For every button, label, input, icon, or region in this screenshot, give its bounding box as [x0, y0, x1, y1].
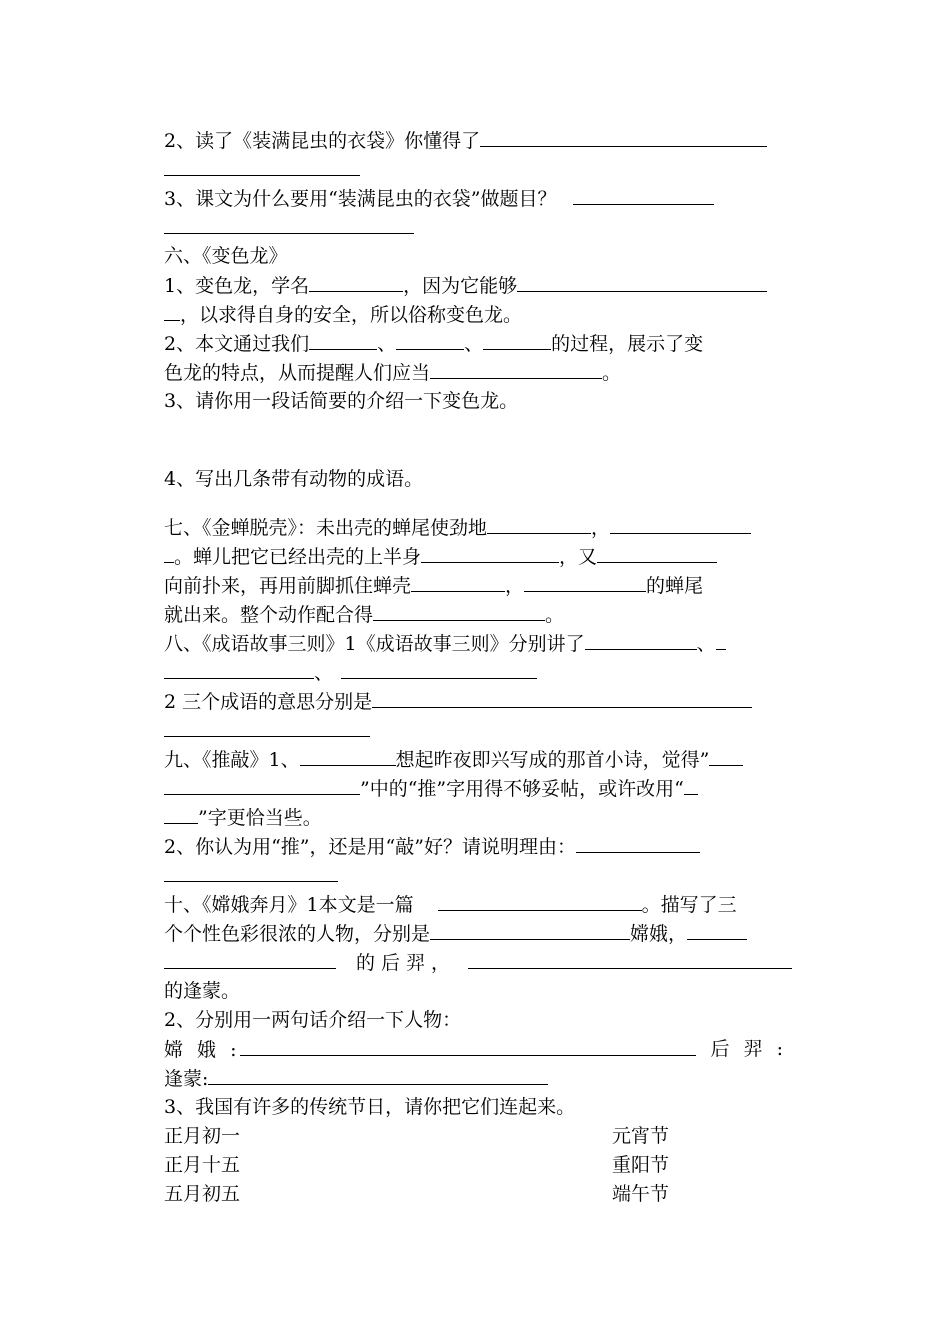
- s10-characters: [164, 1035, 787, 1064]
- answer-blank[interactable]: [373, 600, 545, 621]
- separator: 、: [696, 633, 716, 655]
- answer-blank[interactable]: [309, 329, 377, 350]
- answer-blank[interactable]: [524, 571, 646, 592]
- s6-q1: [164, 271, 787, 300]
- s8-q2-text: 2 三个成语的意思分别是: [164, 691, 373, 713]
- answer-blank[interactable]: [341, 658, 537, 679]
- answer-blank[interactable]: [716, 629, 726, 650]
- s9-text3: ”中的“推”字用得不够妥帖，或许改用“: [360, 778, 684, 800]
- s5-q2-cont: [164, 155, 787, 184]
- answer-blank[interactable]: [610, 513, 751, 534]
- s7-line4: [164, 600, 787, 629]
- answer-blank[interactable]: [240, 1035, 696, 1056]
- s10-line3: [164, 948, 787, 977]
- s6-q2-cont: [164, 358, 787, 387]
- answer-blank[interactable]: [684, 774, 698, 795]
- s7-text2: 。蝉儿把它已经出壳的上半身: [174, 546, 422, 568]
- s5-q3-text: 3、课文为什么要用“装满昆虫的衣袋”做题目？: [164, 188, 557, 210]
- s10-line2: [164, 919, 787, 948]
- answer-blank[interactable]: [164, 948, 336, 969]
- answer-blank[interactable]: [468, 948, 792, 969]
- worksheet-page: [164, 126, 787, 1209]
- s6-q2-text3: 色龙的特点，从而提醒人们应当: [164, 362, 431, 384]
- festival-date[interactable]: 五月初五: [164, 1183, 241, 1205]
- answer-blank[interactable]: [164, 300, 180, 321]
- s5-q3: [164, 184, 787, 213]
- period: 。: [602, 362, 622, 384]
- s7-text: 七、《金蝉脱壳》：未出壳的蝉尾使劲地: [164, 517, 488, 539]
- s6-title: 六、《变色龙》: [164, 245, 288, 267]
- s9-text2: 想起昨夜即兴写成的那首小诗，觉得”: [395, 749, 710, 771]
- change-label: 嫦 娥 :: [164, 1039, 241, 1061]
- answer-blank[interactable]: [438, 890, 642, 911]
- answer-blank[interactable]: [372, 687, 752, 708]
- s10-line1: [164, 890, 787, 919]
- s8-line1: [164, 629, 787, 658]
- answer-blank[interactable]: [164, 861, 338, 882]
- separator: 、: [464, 333, 484, 355]
- answer-blank[interactable]: [309, 271, 403, 292]
- answer-blank[interactable]: [421, 542, 559, 563]
- s9-line2: [164, 774, 787, 803]
- s7-text5: 的蝉尾: [646, 575, 704, 597]
- answer-blank[interactable]: [585, 629, 697, 650]
- answer-space[interactable]: [164, 494, 787, 513]
- comma: ，: [505, 575, 525, 597]
- separator: 、: [377, 333, 397, 355]
- s6-q1-text3: ，以求得自身的安全，所以俗称变色龙。: [180, 304, 523, 326]
- answer-blank[interactable]: [164, 213, 414, 234]
- fengmeng-label: 逢蒙:: [164, 1068, 209, 1090]
- s6-q1-text: 1、变色龙，学名: [164, 275, 310, 297]
- s9-q2-text: 2、你认为用“推”，还是用“敲”好？请说明理由：: [164, 836, 576, 858]
- answer-blank[interactable]: [164, 774, 360, 795]
- answer-blank[interactable]: [164, 658, 314, 679]
- s5-q3-cont: [164, 213, 787, 242]
- s6-q4: 4、写出几条带有动物的成语。: [164, 468, 424, 490]
- s8-q2-cont: [164, 716, 787, 745]
- answer-blank[interactable]: [687, 919, 747, 940]
- answer-blank[interactable]: [300, 745, 396, 766]
- s5-q2-text: 2、读了《装满昆虫的衣袋》你懂得了: [164, 130, 481, 152]
- s6-q1-text2: ，因为它能够: [403, 275, 518, 297]
- s7-text6: 就出来。整个动作配合得: [164, 604, 374, 626]
- s9-text4: ”字更恰当些。: [198, 807, 322, 829]
- answer-space[interactable]: [164, 416, 787, 465]
- answer-blank[interactable]: [487, 513, 591, 534]
- festival-name[interactable]: 元宵节: [612, 1125, 670, 1147]
- answer-blank[interactable]: [430, 919, 630, 940]
- answer-blank[interactable]: [411, 571, 505, 592]
- s5-q2: [164, 126, 787, 155]
- festival-name[interactable]: 端午节: [612, 1183, 670, 1205]
- festival-date[interactable]: 正月十五: [164, 1154, 241, 1176]
- s9-q2: [164, 832, 787, 861]
- s6-q3: 3、请你用一段话简要的介绍一下变色龙。: [164, 390, 519, 412]
- answer-blank[interactable]: [517, 271, 767, 292]
- festival-row: [164, 1151, 787, 1180]
- s8-line2: [164, 658, 787, 687]
- s10-q2: 2、分别用一两句话介绍一下人物：: [164, 1009, 462, 1031]
- answer-blank[interactable]: [430, 358, 602, 379]
- s10-q3: 3、我国有许多的传统节日，请你把它们连起来。: [164, 1096, 576, 1118]
- answer-blank[interactable]: [576, 832, 700, 853]
- answer-blank[interactable]: [164, 803, 198, 824]
- s8-q2: [164, 687, 787, 716]
- answer-blank[interactable]: [480, 126, 767, 147]
- comma: ，: [591, 517, 611, 539]
- period: 。: [545, 604, 565, 626]
- s7-line1: [164, 513, 787, 542]
- s6-q2-text: 2、本文通过我们: [164, 333, 310, 355]
- answer-blank[interactable]: [164, 155, 360, 176]
- s7-line3: [164, 571, 787, 600]
- houyi-label: 后 羿 :: [710, 1038, 787, 1060]
- s6-q2-text2: 的过程，展示了变: [551, 333, 704, 355]
- s10-text5: 的后羿，: [356, 952, 457, 974]
- s10-fengmeng: [164, 1064, 787, 1093]
- answer-blank[interactable]: [396, 329, 464, 350]
- answer-blank[interactable]: [709, 745, 743, 766]
- answer-blank[interactable]: [164, 716, 370, 737]
- answer-blank[interactable]: [597, 542, 717, 563]
- s6-q1-cont: [164, 300, 787, 329]
- festival-row: [164, 1122, 787, 1151]
- answer-blank[interactable]: [208, 1064, 548, 1085]
- s7-text4: 向前扑来，再用前脚抓住蝉壳: [164, 575, 412, 597]
- separator: 、: [314, 662, 334, 684]
- s8-text: 八、《成语故事三则》1《成语故事三则》分别讲了: [164, 633, 585, 655]
- s9-q2-cont: [164, 861, 787, 890]
- s7-text3: ，又: [559, 546, 598, 568]
- s10-text3: 个个性色彩很浓的人物，分别是: [164, 923, 431, 945]
- s9-line1: [164, 745, 787, 774]
- answer-blank[interactable]: [483, 329, 551, 350]
- s9-text: 九、《推敲》1、: [164, 749, 300, 771]
- festival-date[interactable]: 正月初一: [164, 1125, 241, 1147]
- answer-blank[interactable]: [573, 184, 714, 205]
- s10-text2: 。描写了三: [641, 894, 737, 916]
- festival-name[interactable]: 重阳节: [612, 1154, 670, 1176]
- s10-text: 十、《嫦娥奔月》1本文是一篇: [164, 894, 414, 916]
- s7-line2: [164, 542, 787, 571]
- s6-q2: [164, 329, 787, 358]
- festival-row: [164, 1180, 787, 1209]
- s10-text4: 嫦娥，: [630, 923, 688, 945]
- answer-blank[interactable]: [164, 542, 174, 563]
- s10-line4: 的逢蒙。: [164, 980, 241, 1002]
- s9-line3: [164, 803, 787, 832]
